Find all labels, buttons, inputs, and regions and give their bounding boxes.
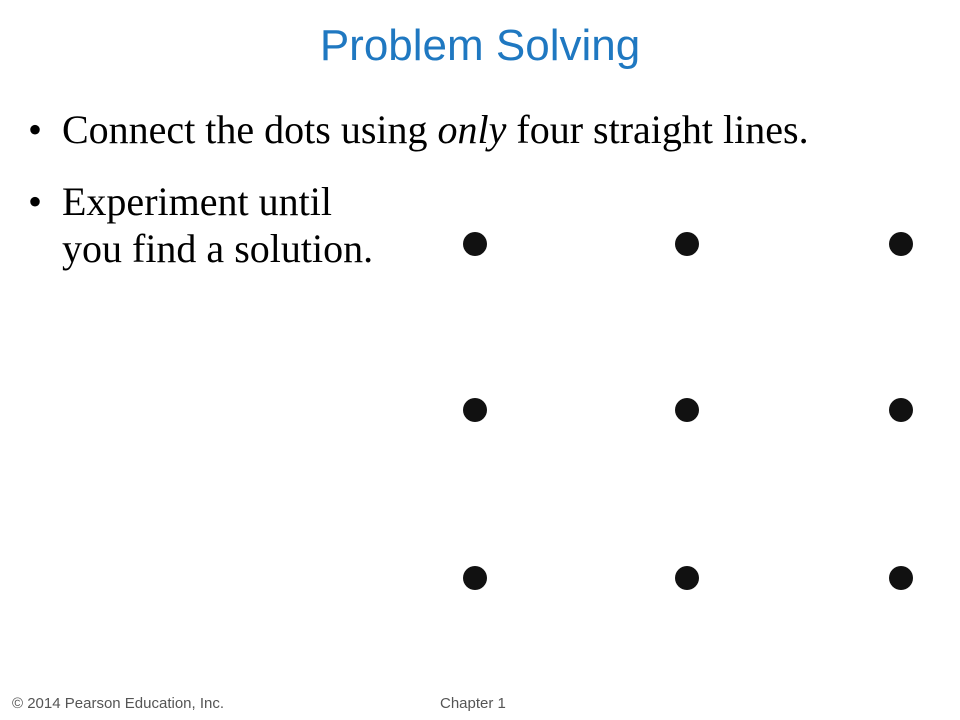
bullet-text-emphasis: only (437, 107, 507, 152)
grid-dot (675, 232, 699, 256)
grid-dot (675, 398, 699, 422)
footer-chapter: Chapter 1 (440, 695, 506, 712)
bullet-text-before: Connect the dots using (62, 107, 438, 152)
grid-dot (463, 232, 487, 256)
grid-dot (675, 566, 699, 590)
grid-dot (889, 398, 913, 422)
bullet-text-after: four straight lines. (506, 107, 809, 152)
grid-dot (889, 232, 913, 256)
grid-dot (889, 566, 913, 590)
bullet-marker: • (28, 107, 43, 152)
footer-copyright: © 2014 Pearson Education, Inc. (12, 695, 225, 712)
slide-title: Problem Solving (319, 21, 641, 70)
grid-dot (463, 398, 487, 422)
bullet-line-1: Experiment until (62, 179, 332, 224)
bullet-line-2: you find a solution. (62, 226, 374, 271)
bullet-marker: • (28, 179, 43, 224)
grid-dot (463, 566, 487, 590)
